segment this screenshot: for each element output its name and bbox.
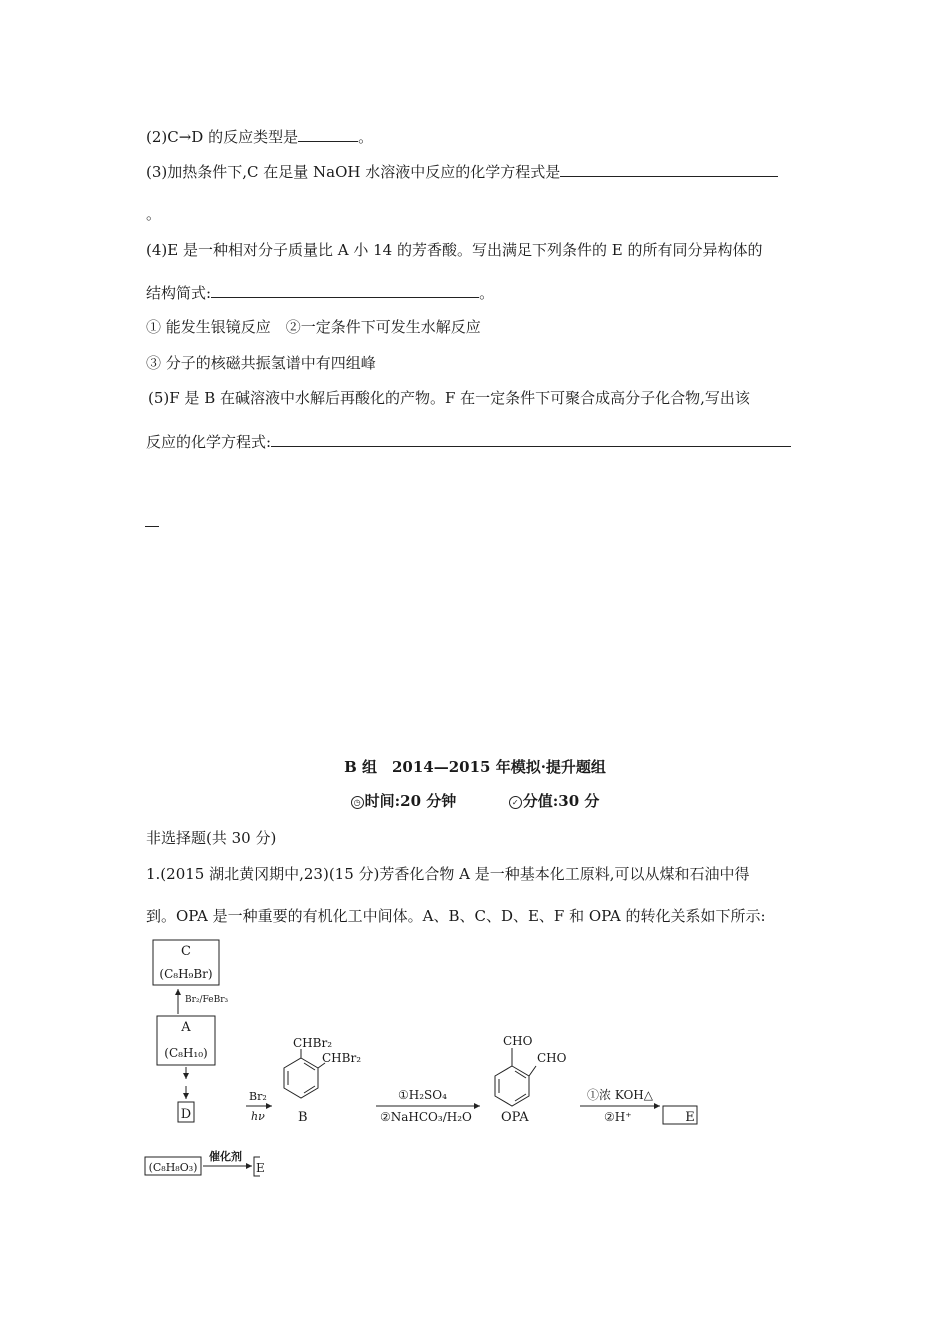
compound-b-label: B [298, 1110, 308, 1125]
question-2-text: (2)C→D 的反应类型是 [146, 128, 299, 146]
time-limit: 时间:20 分钟 [364, 792, 457, 810]
problem-line1: 1.(2015 湖北黄冈期中,23)(15 分)芳香化合物 A 是一种基本化工原料,可以从煤和石油中得 [146, 865, 750, 883]
question-5-prefix: 反应的化学方程式: [146, 433, 272, 451]
clock-icon: ◷ [351, 796, 364, 809]
question-4-tail: 。 [479, 284, 495, 302]
opa-substituent-2: CHO [537, 1051, 567, 1065]
box-a-label: A [181, 1020, 191, 1035]
b-substituent-1: CHBr₂ [293, 1036, 333, 1050]
arrow-b-to-opa-bottom: ②NaHCO₃/H₂O [380, 1110, 472, 1124]
opa-substituent-1: CHO [503, 1034, 533, 1048]
arrow-to-b-top: Br₂ [249, 1090, 267, 1103]
condition-3: ③ 分子的核磁共振氢谱中有四组峰 [146, 354, 376, 372]
check-circle-icon: ✓ [509, 796, 522, 809]
score-value: 分值:30 分 [522, 792, 600, 810]
arrow-opa-to-e-top: ①浓 KOH△ [587, 1088, 653, 1102]
problem-category: 非选择题(共 30 分) [146, 829, 277, 847]
question-3-tail: 。 [146, 205, 162, 223]
question-4-prefix: 结构简式: [146, 284, 212, 302]
box-c-formula: (C₈H₉Br) [159, 967, 213, 981]
benzene-ring-opa [495, 1066, 529, 1106]
section-title: B 组 2014—2015 年模拟·提升题组 [344, 758, 606, 776]
question-2-tail: 。 [358, 128, 374, 146]
question-5-line1: (5)F 是 B 在碱溶液中水解后再酸化的产物。F 在一定条件下可聚合成高分子化合物,写出该 [148, 389, 750, 407]
arrow-opa-to-e-bottom: ②H⁺ [604, 1110, 632, 1124]
arrow-to-b-bottom: hν [251, 1110, 265, 1123]
problem-line2: 到。OPA 是一种重要的有机化工中间体。A、B、C、D、E、F 和 OPA 的转化关系如下所示: [146, 907, 766, 925]
box-f-formula: (C₈H₈O₃) [148, 1161, 198, 1174]
question-4-line1: (4)E 是一种相对分子质量比 A 小 14 的芳香酸。写出满足下列条件的 E 的所有同分异构体的 [146, 241, 763, 259]
benzene-ring-b [284, 1058, 318, 1098]
box-e2-label: E [256, 1161, 265, 1175]
question-3-text: (3)加热条件下,C 在足量 NaOH 水溶液中反应的化学方程式是 [146, 163, 561, 181]
b-substituent-2: CHBr₂ [322, 1051, 362, 1065]
box-e-label: E [685, 1110, 695, 1125]
compound-opa-label: OPA [501, 1110, 529, 1125]
box-c-label: C [181, 944, 191, 959]
arrow-f-to-e-label: 催化剂 [209, 1150, 242, 1163]
box-a-formula: (C₈H₁₀) [164, 1046, 208, 1060]
box-d-label: D [180, 1107, 192, 1122]
arrow-a-to-c-label: Br₂/FeBr₃ [185, 995, 229, 1005]
condition-1-2: ① 能发生银镜反应 ②一定条件下可发生水解反应 [146, 318, 481, 336]
arrow-b-to-opa-top: ①H₂SO₄ [398, 1088, 447, 1102]
